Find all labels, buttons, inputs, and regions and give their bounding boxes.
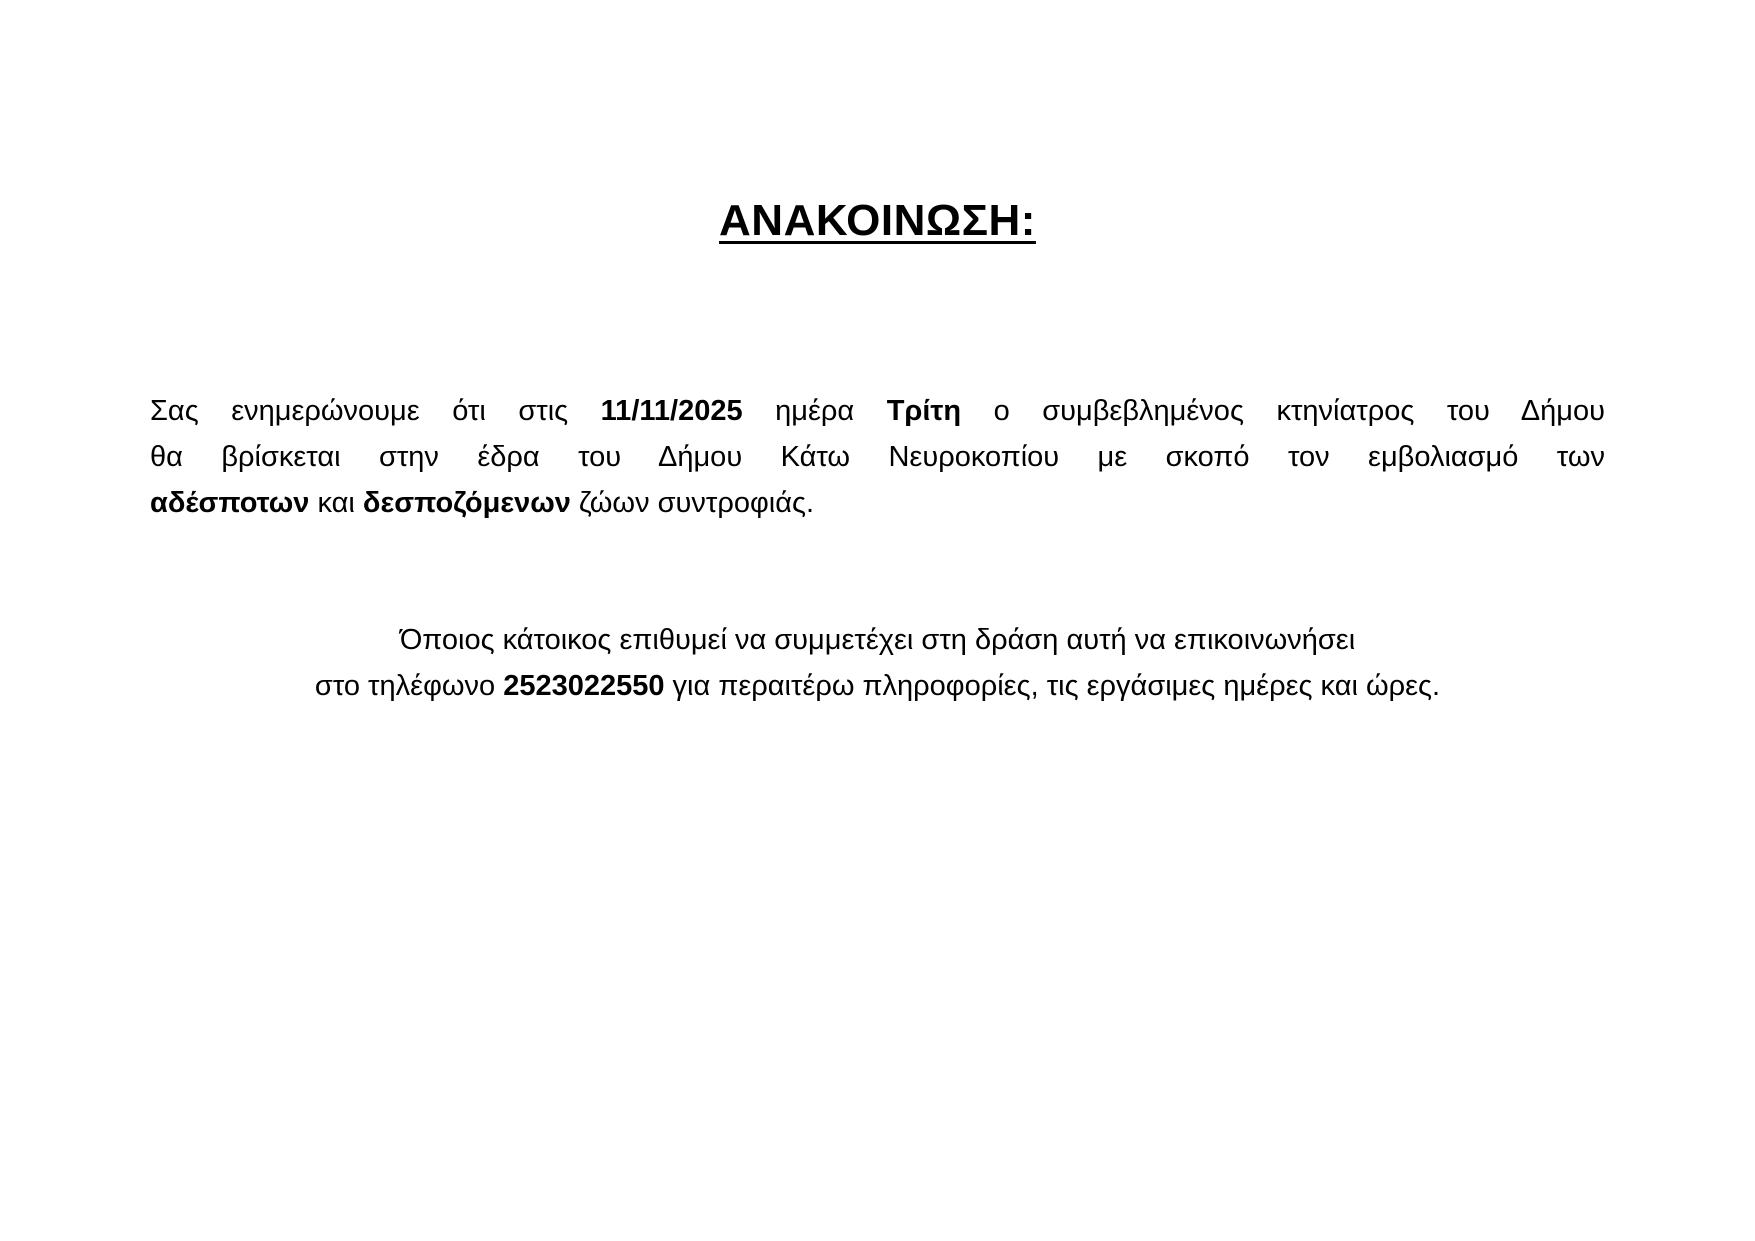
text-segment: για περαιτέρω πληροφορίες, τις εργάσιμες ημέρες και ώρες. — [664, 670, 1441, 702]
text-segment: Σας ενημερώνουμε ότι στις — [150, 395, 601, 427]
day-value: Τρίτη — [886, 395, 962, 427]
phone-number: 2523022550 — [503, 670, 665, 702]
paragraph2-line1: Όποιος κάτοικος επιθυμεί να συμμετέχει στη δράση αυτή να επικοινωνήσει — [399, 624, 1356, 656]
stray-animals-term: αδέσποτων — [150, 487, 310, 519]
date-value: 11/11/2025 — [600, 395, 743, 427]
owned-animals-term: δεσποζόμενων — [362, 487, 571, 519]
paragraph-contact-info — [150, 617, 1605, 709]
text-segment: ημέρα — [742, 395, 887, 427]
text-segment: και — [309, 487, 363, 519]
text-segment: ζώων συντροφιάς. — [570, 487, 815, 519]
announcement-title: ΑΝΑΚΟΙΝΩΣΗ: — [719, 196, 1036, 245]
paragraph-vaccination-notice — [150, 388, 1605, 526]
paragraph1-line2: θα βρίσκεται στην έδρα του Δήμου Κάτω Νευροκοπίου με σκοπό τον εμβολιασμό των — [150, 441, 1605, 473]
paragraph1-line3 — [150, 480, 1605, 526]
text-segment: στο τηλέφωνο — [314, 670, 504, 702]
paragraph2-line2 — [150, 663, 1605, 709]
text-segment: ο συμβεβλημένος κτηνίατρος του Δήμου — [961, 395, 1605, 427]
paragraph1-line1 — [150, 388, 1605, 434]
